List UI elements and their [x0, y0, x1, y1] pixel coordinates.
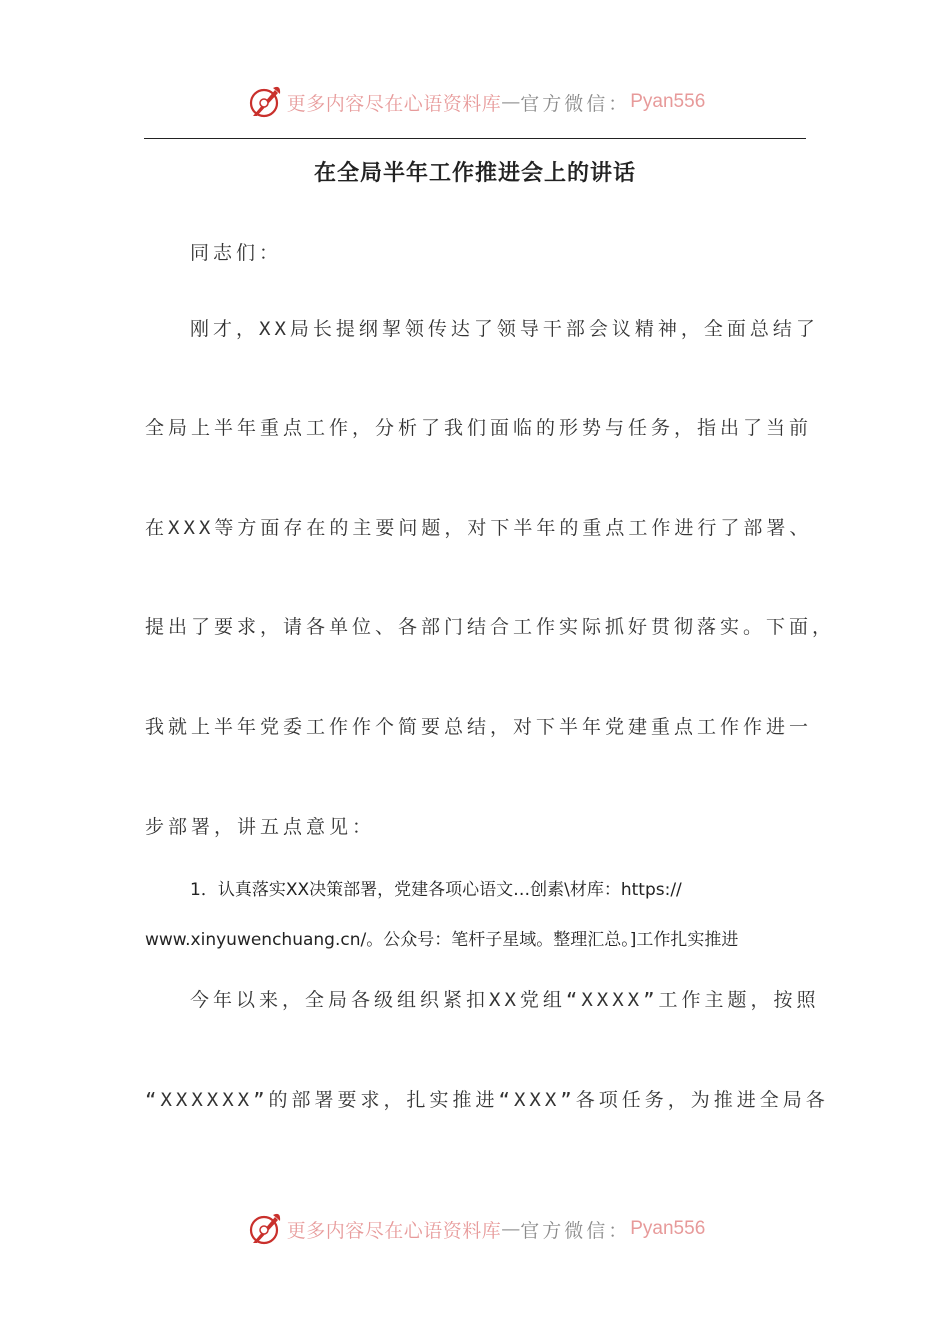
- quill-pen-circle-icon: [245, 1209, 285, 1249]
- banner-wechat-id: Pyan556: [630, 1218, 706, 1239]
- header-rule: [144, 138, 806, 139]
- paragraph-line: 步部署，讲五点意见：: [145, 816, 376, 838]
- paragraph-line: “XXXXXX”的部署要求，扎实推进“XXX”各项任务，为推进全局各: [145, 1089, 829, 1111]
- paragraph-line: 提出了要求，请各单位、各部门结合工作实际抓好贯彻落实。下面，: [145, 616, 836, 638]
- banner-separator: —: [501, 1218, 521, 1240]
- banner-wechat-label: 官方微信：: [520, 1219, 631, 1242]
- footer-banner: [0, 1209, 950, 1249]
- banner-slogan: 更多内容尽在心语资料库: [286, 1219, 502, 1242]
- quill-pen-circle-icon: [245, 82, 285, 122]
- list-item-line: www.xinyuwenchuang.cn/。公众号：笔杆子星域。整理汇总。]工作扎实推进: [145, 930, 739, 950]
- salutation: 同志们：: [190, 242, 283, 264]
- document-title: 在全局半年工作推进会上的讲话: [313, 161, 636, 186]
- banner-wechat-label: 官方微信：: [520, 92, 631, 115]
- paragraph-line: 在XXX等方面存在的主要问题，对下半年的重点工作进行了部署、: [145, 517, 813, 539]
- banner-wechat-id: Pyan556: [630, 91, 706, 112]
- header-banner: [0, 82, 950, 122]
- paragraph-line: 全局上半年重点工作，分析了我们面临的形势与任务，指出了当前: [145, 417, 813, 439]
- list-item-line: 1．认真落实XX决策部署，党建各项心语文…创素\材库：https://: [190, 880, 682, 900]
- paragraph-line: 刚才，XX局长提纲挈领传达了领导干部会议精神，全面总结了: [190, 318, 819, 340]
- banner-slogan: 更多内容尽在心语资料库: [286, 92, 502, 115]
- paragraph-line: 我就上半年党委工作作个简要总结，对下半年党建重点工作作进一: [145, 716, 813, 738]
- paragraph-line: 今年以来，全局各级组织紧扣XX党组“XXXX”工作主题，按照: [190, 989, 820, 1011]
- banner-separator: —: [501, 91, 521, 113]
